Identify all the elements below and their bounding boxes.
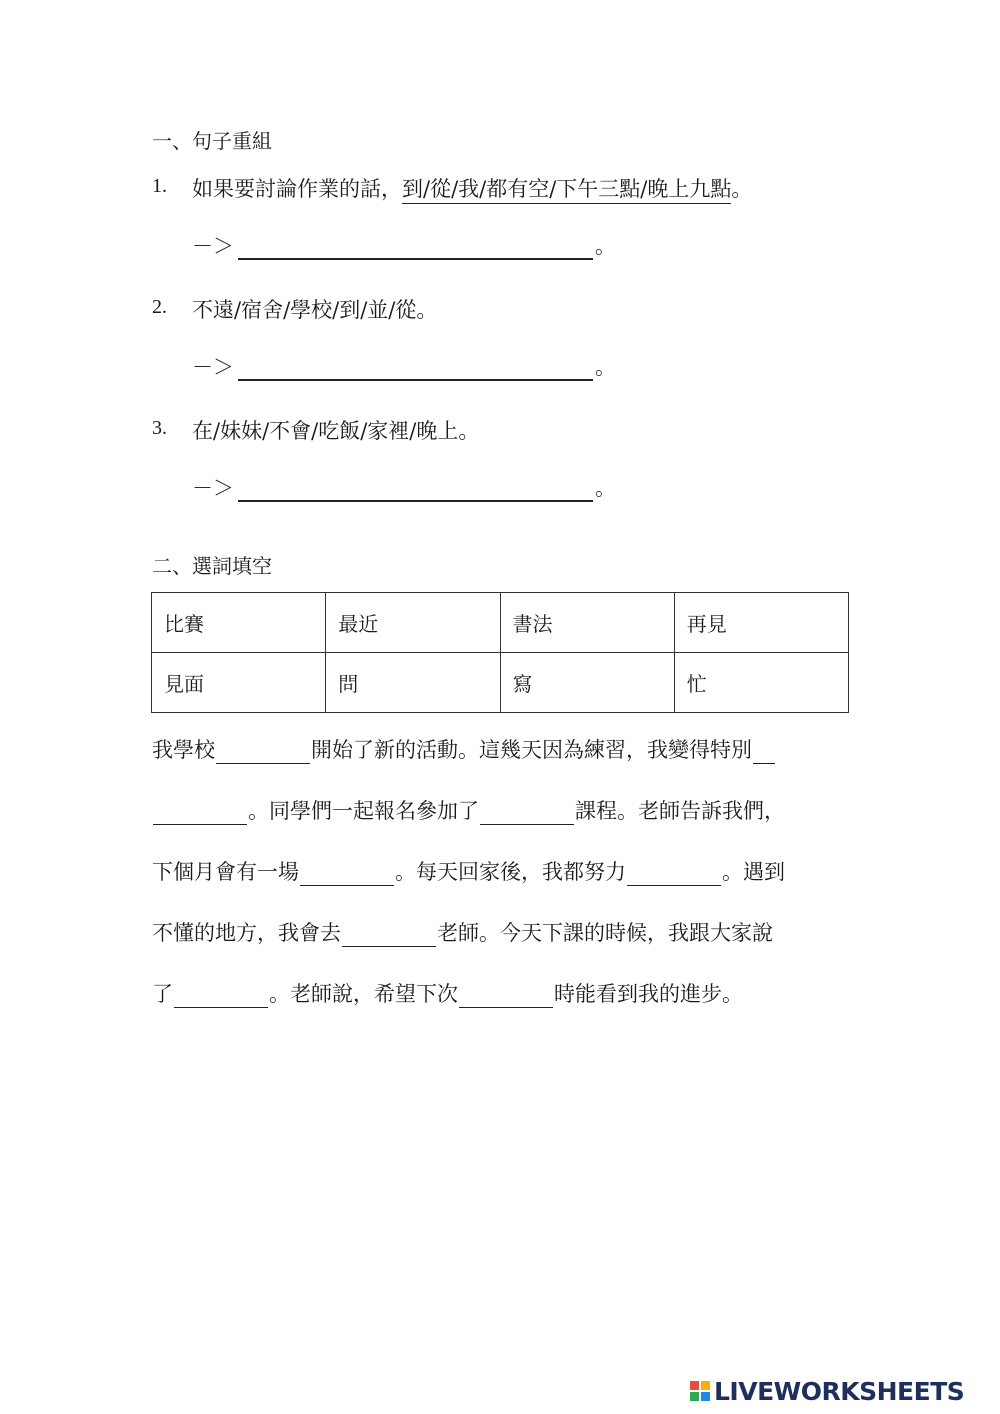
- word-bank-cell: 見面: [152, 653, 326, 713]
- answer-row-2: [192, 351, 616, 381]
- question-1-prefix: 如果要討論作業的話，: [192, 177, 402, 201]
- passage-text: 。每天回家後，我都努力: [395, 860, 626, 884]
- passage-line-3: [152, 855, 842, 916]
- word-bank-row: [152, 593, 849, 653]
- blank-1[interactable]: [216, 741, 310, 764]
- word-bank-cell: 忙: [674, 653, 848, 713]
- question-2-number: 2.: [152, 296, 167, 318]
- passage-text: 老師。今天下課的時候，我跟大家說: [437, 921, 773, 945]
- question-1-number: 1.: [152, 175, 167, 197]
- liveworksheets-logo[interactable]: [690, 1374, 964, 1408]
- arrow-3: －＞: [192, 476, 234, 500]
- answer-input-1[interactable]: [238, 236, 593, 260]
- period-3: 。: [595, 476, 616, 500]
- arrow-1: －＞: [192, 234, 234, 258]
- logo-wordmark: LIVEWORKSHEETS: [714, 1376, 965, 1406]
- passage-line-1: [152, 733, 842, 794]
- passage-text: 了: [152, 982, 173, 1006]
- blank-7[interactable]: [174, 985, 268, 1008]
- passage-text: 課程。老師告訴我們，: [575, 799, 785, 823]
- word-bank-table: [151, 592, 849, 713]
- question-1-suffix: 。: [731, 177, 753, 201]
- section-1-title: 一、句子重組: [152, 129, 272, 153]
- passage-text: 。同學們一起報名參加了: [248, 799, 479, 823]
- word-bank-row: [152, 653, 849, 713]
- section-2-title: 二、選詞填空: [152, 554, 272, 578]
- answer-row-1: [192, 230, 616, 260]
- passage-text: 開始了新的活動。這幾天因為練習，我變得特別: [311, 738, 752, 762]
- question-3-number: 3.: [152, 417, 167, 439]
- passage-text: 時能看到我的進步。: [554, 982, 743, 1006]
- passage-text: 。老師說，希望下次: [269, 982, 458, 1006]
- answer-row-3: [192, 472, 616, 502]
- period-1: 。: [595, 234, 616, 258]
- answer-input-2[interactable]: [238, 357, 593, 381]
- passage-text: 我學校: [152, 738, 215, 762]
- question-3-text: 在/妹妹/不會/吃飯/家裡/晚上。: [192, 419, 480, 443]
- passage-text: 下個月會有一場: [152, 860, 299, 884]
- answer-input-3[interactable]: [238, 478, 593, 502]
- blank-6[interactable]: [342, 924, 436, 947]
- passage-line-4: [152, 916, 842, 977]
- question-1-words: 到/從/我/都有空/下午三點/晚上九點: [402, 177, 731, 204]
- logo-square-green: [690, 1392, 699, 1401]
- logo-square-blue: [701, 1392, 710, 1401]
- word-bank-cell: 最近: [326, 593, 500, 653]
- period-2: 。: [595, 355, 616, 379]
- logo-square-red: [690, 1381, 699, 1390]
- question-1-text: [192, 173, 752, 203]
- blank-5[interactable]: [627, 863, 721, 886]
- logo-icon: [690, 1381, 710, 1401]
- logo-square-yellow: [701, 1381, 710, 1390]
- blank-2a[interactable]: [753, 741, 775, 764]
- blank-3[interactable]: [480, 802, 574, 825]
- word-bank-cell: 書法: [500, 593, 674, 653]
- question-2-text: 不遠/宿舍/學校/到/並/從。: [192, 298, 438, 322]
- word-bank-cell: 問: [326, 653, 500, 713]
- fill-in-passage: [152, 733, 842, 1038]
- passage-line-5: [152, 977, 842, 1038]
- blank-8[interactable]: [459, 985, 553, 1008]
- word-bank-cell: 比賽: [152, 593, 326, 653]
- word-bank-cell: 再見: [674, 593, 848, 653]
- passage-line-2: [152, 794, 842, 855]
- arrow-2: －＞: [192, 355, 234, 379]
- word-bank-cell: 寫: [500, 653, 674, 713]
- passage-text: 。遇到: [722, 860, 785, 884]
- passage-text: 不懂的地方，我會去: [152, 921, 341, 945]
- blank-4[interactable]: [300, 863, 394, 886]
- blank-2b[interactable]: [153, 802, 247, 825]
